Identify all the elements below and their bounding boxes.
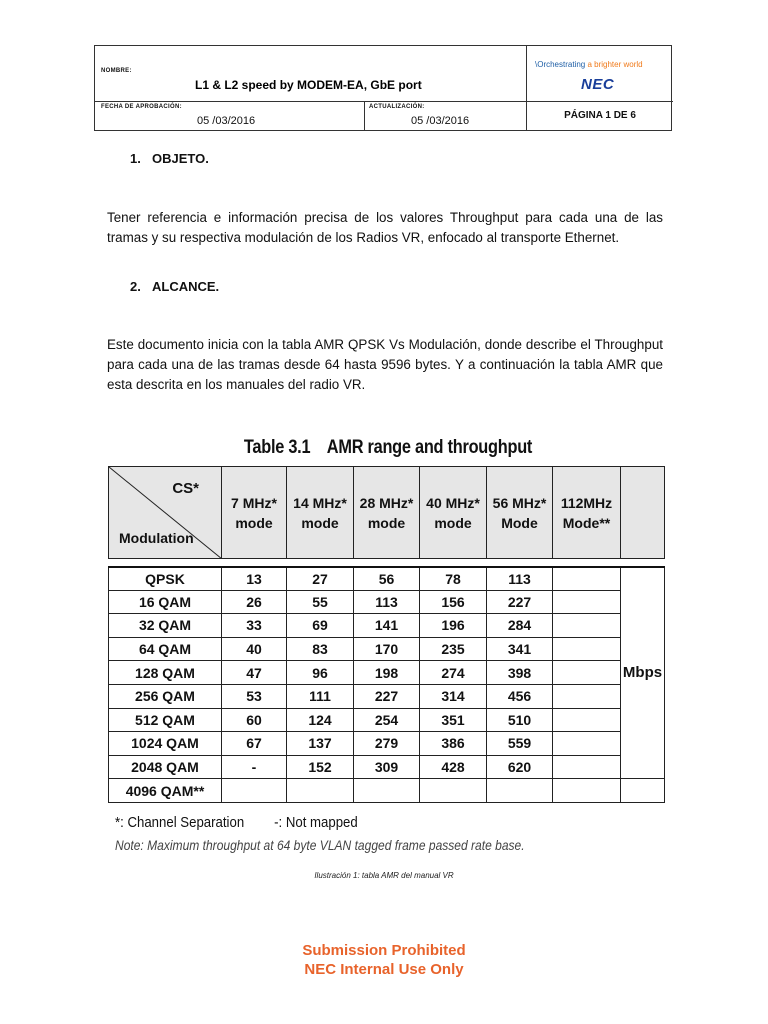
throughput-cell: 279 [354,732,420,756]
actualizacion-label: ACTUALIZACIÓN: [369,104,425,110]
throughput-cell: 113 [354,590,420,614]
table-legend [115,814,358,831]
modulation-cell: 4096 QAM** [109,779,222,803]
column-header [287,467,354,559]
throughput-cell: 227 [487,590,553,614]
page-number: PÁGINA 1 DE 6 [564,110,636,121]
section-heading-alcance [130,279,219,294]
modulation-cell: 256 QAM [109,684,222,708]
footer-line-1: Submission Prohibited [302,942,466,959]
column-header-line1: 112MHz [560,494,613,511]
section-title: OBJETO. [152,151,209,166]
column-header [420,467,487,559]
amr-table-body [109,567,665,803]
throughput-cell [553,661,621,685]
table-title: Table 3.1 AMR range and throughput [243,437,533,458]
unit-cell: Mbps [621,567,665,779]
throughput-cell: 198 [354,661,420,685]
throughput-cell [487,779,553,803]
column-header-line1: 14 MHz* [293,494,347,511]
throughput-cell: 309 [354,755,420,779]
throughput-cell: 156 [420,590,487,614]
cs-label: CS* [172,480,199,497]
section-heading-objeto [130,151,209,166]
modulation-cell: 64 QAM [109,637,222,661]
throughput-cell: 69 [287,614,354,638]
table-row [109,590,665,614]
amr-table [108,466,665,803]
throughput-cell: 170 [354,637,420,661]
modulation-cell: 1024 QAM [109,732,222,756]
fecha-value: 05 /03/2016 [197,115,256,127]
table-row [109,637,665,661]
figure-caption: Ilustración 1: tabla AMR del manual VR [314,871,454,880]
throughput-cell: 96 [287,661,354,685]
header-name-cell [95,46,527,102]
footer-line-2: NEC Internal Use Only [304,961,464,978]
throughput-cell: 510 [487,708,553,732]
section-text-alcance: Este documento inicia con la tabla AMR QPSK Vs Modulación, donde describe el Throughput para cada una de las tramas desde 64 hasta 9596 bytes. Y a continuación la tabla AMR que esta descrita en los manuales del radio VR. [107,337,663,392]
throughput-cell: 33 [222,614,287,638]
throughput-cell [420,779,487,803]
column-header-line2: Mode [501,514,538,531]
table-row [109,661,665,685]
header-fecha-cell [95,102,365,131]
modulation-cell: 512 QAM [109,708,222,732]
throughput-cell: 26 [222,590,287,614]
column-header-line2: mode [301,514,339,531]
throughput-cell: 196 [420,614,487,638]
table-corner-header [109,467,222,559]
table-row [109,684,665,708]
nec-logo: NEC [581,76,615,93]
column-header [553,467,621,559]
table-row [109,779,665,803]
throughput-cell [553,732,621,756]
throughput-cell: - [222,755,287,779]
modulation-cell: 16 QAM [109,590,222,614]
name-label: NOMBRE: [101,68,132,74]
section-text-objeto: Tener referencia e información precisa de los valores Throughput para cada una de las tramas y su respectiva modulación de los Radios VR, enfocado al transporte Ethernet. [107,210,663,245]
throughput-cell: 227 [354,684,420,708]
document-header [94,45,672,131]
actualizacion-value: 05 /03/2016 [411,115,470,127]
throughput-cell: 398 [487,661,553,685]
throughput-cell: 559 [487,732,553,756]
table-row [109,614,665,638]
section-number: 2. [130,279,141,294]
header-page-cell [527,102,673,131]
throughput-cell [553,684,621,708]
modulation-cell: 2048 QAM [109,755,222,779]
throughput-cell: 284 [487,614,553,638]
throughput-cell: 124 [287,708,354,732]
legend-not-mapped: -: Not mapped [274,814,358,831]
throughput-cell: 235 [420,637,487,661]
throughput-cell: 456 [487,684,553,708]
throughput-cell: 351 [420,708,487,732]
section-title: ALCANCE. [152,279,220,294]
column-header-line1: 28 MHz* [359,494,414,511]
column-header-line1: 56 MHz* [492,494,547,511]
section-number: 1. [130,151,141,166]
legend-channel-separation: *: Channel Separation [115,814,245,831]
column-header [222,467,287,559]
header-logo-cell [527,46,673,102]
unit-cell-empty [621,779,665,803]
throughput-cell [553,779,621,803]
throughput-cell: 27 [287,567,354,591]
throughput-cell [222,779,287,803]
table-row [109,567,665,591]
throughput-cell: 53 [222,684,287,708]
throughput-cell: 78 [420,567,487,591]
throughput-cell: 137 [287,732,354,756]
header-actualizacion-cell [365,102,527,131]
column-header-line2: mode [367,514,406,531]
throughput-cell: 428 [420,755,487,779]
throughput-cell: 386 [420,732,487,756]
throughput-cell: 314 [420,684,487,708]
modulation-cell: QPSK [109,567,222,591]
throughput-cell: 56 [354,567,420,591]
throughput-cell: 83 [287,637,354,661]
document-title: L1 & L2 speed by MODEM-EA, GbE port [195,78,422,92]
column-header-unit [621,467,665,559]
table-row [109,755,665,779]
throughput-cell: 254 [354,708,420,732]
throughput-cell [553,708,621,732]
throughput-cell: 152 [287,755,354,779]
modulation-cell: 32 QAM [109,614,222,638]
column-header-line2: mode [434,514,472,531]
table-row [109,732,665,756]
throughput-cell [553,590,621,614]
column-header-line2: mode [235,514,273,531]
throughput-cell [354,779,420,803]
throughput-cell: 60 [222,708,287,732]
throughput-cell: 341 [487,637,553,661]
throughput-cell [553,567,621,591]
throughput-cell: 620 [487,755,553,779]
throughput-cell [553,637,621,661]
throughput-cell: 274 [420,661,487,685]
table-row [109,708,665,732]
column-header [354,467,420,559]
column-header-line2: Mode** [562,514,611,531]
column-header-line1: 7 MHz* [231,494,277,511]
tagline-accent: a brighter world [587,60,643,69]
throughput-cell [553,755,621,779]
tagline-prefix: \Orchestrating [535,60,588,69]
throughput-cell: 13 [222,567,287,591]
modulation-cell: 128 QAM [109,661,222,685]
column-header [487,467,553,559]
throughput-cell [553,614,621,638]
throughput-cell [287,779,354,803]
table-note: Note: Maximum throughput at 64 byte VLAN tagged frame passed rate base. [115,837,525,853]
throughput-cell: 40 [222,637,287,661]
modulation-label: Modulation [119,530,194,546]
column-header-line1: 40 MHz* [426,494,480,511]
throughput-cell: 47 [222,661,287,685]
throughput-cell: 113 [487,567,553,591]
fecha-label: FECHA DE APROBACIÓN: [101,104,182,110]
nec-tagline [535,60,643,69]
throughput-cell: 55 [287,590,354,614]
throughput-cell: 141 [354,614,420,638]
throughput-cell: 111 [287,684,354,708]
throughput-cell: 67 [222,732,287,756]
